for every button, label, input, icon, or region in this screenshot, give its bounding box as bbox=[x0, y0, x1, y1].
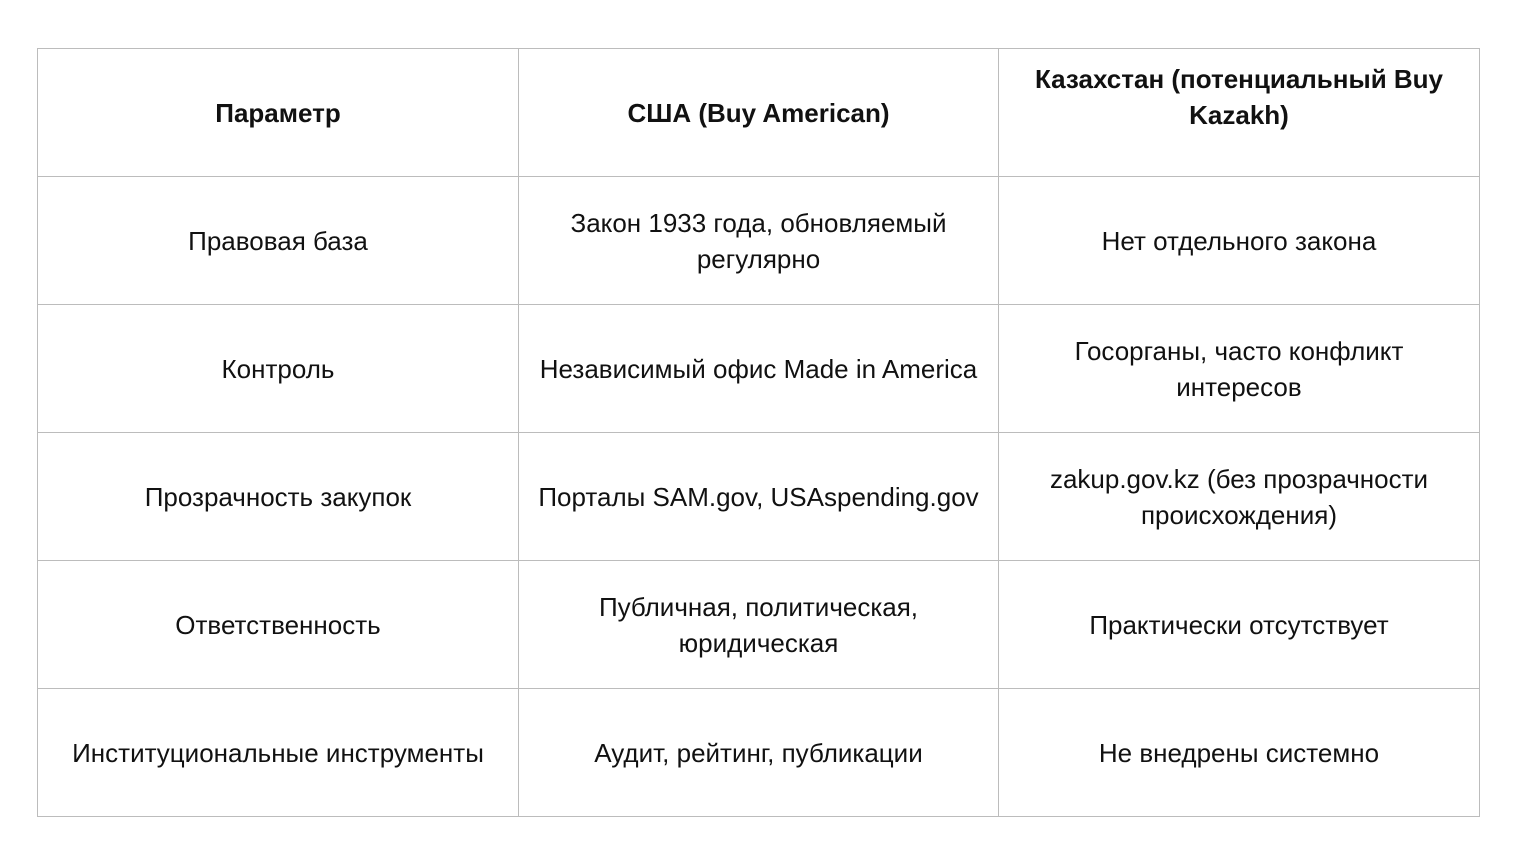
cell-parameter: Институциональные инструменты bbox=[38, 689, 519, 817]
cell-usa: Аудит, рейтинг, публикации bbox=[519, 689, 999, 817]
cell-kazakhstan: Практически отсутствует bbox=[999, 561, 1480, 689]
table-row bbox=[38, 177, 1480, 305]
table-header-row bbox=[38, 49, 1480, 177]
cell-kazakhstan: Нет отдельного закона bbox=[999, 177, 1480, 305]
cell-usa: Независимый офис Made in America bbox=[519, 305, 999, 433]
cell-parameter: Контроль bbox=[38, 305, 519, 433]
table-row bbox=[38, 689, 1480, 817]
cell-kazakhstan: Госорганы, часто конфликт интересов bbox=[999, 305, 1480, 433]
header-kazakhstan-label: Казахстан (потенциальный Buy Kazakh) bbox=[1034, 63, 1444, 130]
comparison-table-container bbox=[37, 48, 1479, 817]
header-usa: США (Buy American) bbox=[519, 49, 999, 177]
table-row bbox=[38, 561, 1480, 689]
cell-parameter: Ответственность bbox=[38, 561, 519, 689]
cell-kazakhstan: zakup.gov.kz (без прозрачности происхождения) bbox=[999, 433, 1480, 561]
cell-usa: Публичная, политическая, юридическая bbox=[519, 561, 999, 689]
cell-parameter: Правовая база bbox=[38, 177, 519, 305]
cell-kazakhstan: Не внедрены системно bbox=[999, 689, 1480, 817]
cell-usa: Закон 1933 года, обновляемый регулярно bbox=[519, 177, 999, 305]
cell-parameter: Прозрачность закупок bbox=[38, 433, 519, 561]
header-kazakhstan bbox=[999, 49, 1480, 177]
table-row bbox=[38, 433, 1480, 561]
cell-usa: Порталы SAM.gov, USAspending.gov bbox=[519, 433, 999, 561]
table-row bbox=[38, 305, 1480, 433]
header-parameter: Параметр bbox=[38, 49, 519, 177]
comparison-table bbox=[37, 48, 1480, 817]
